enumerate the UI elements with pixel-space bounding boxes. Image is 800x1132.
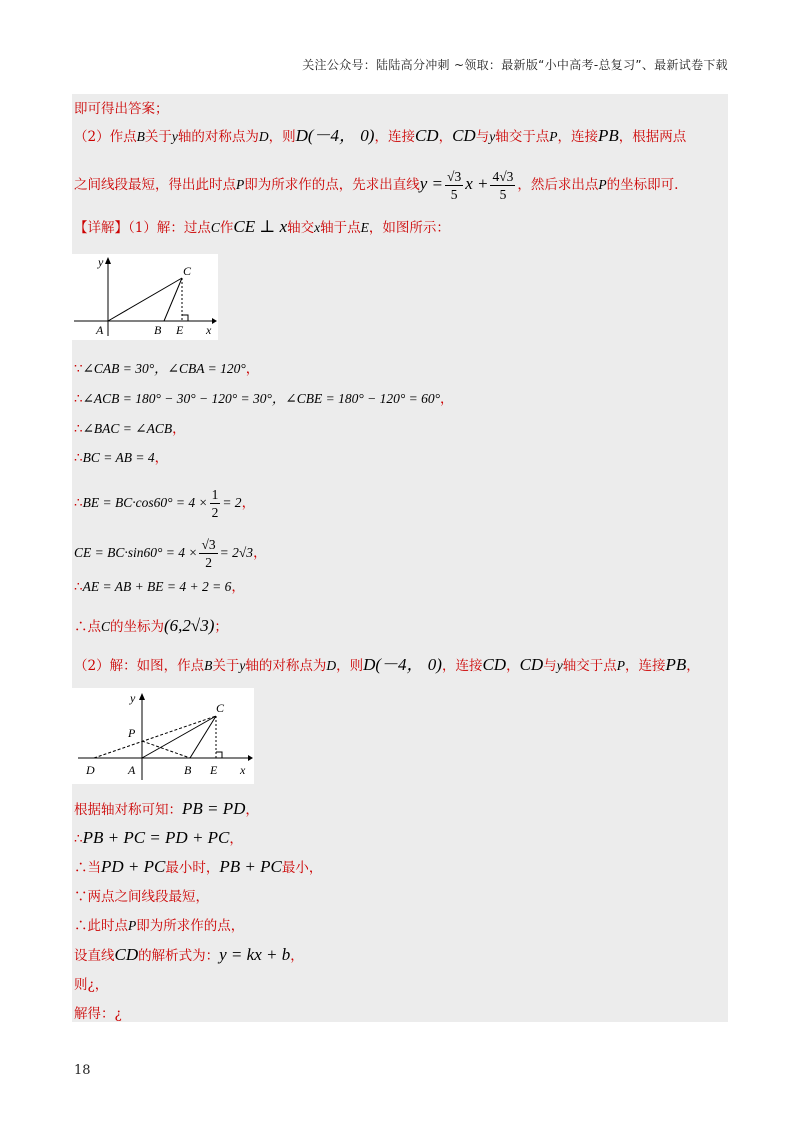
text-line-19: 设直线CD的解析式为：y = kx + b，	[74, 945, 304, 964]
label-a: A	[96, 323, 104, 337]
label-p: P	[128, 726, 136, 740]
text-line-10: CE = BC·sin60° = 4 × $\frac{√3}{2}$ = 2√3，	[74, 537, 267, 570]
text-line-16: ∴当PD + PC最小时，PB + PC最小，	[74, 857, 323, 876]
label-a: A	[128, 763, 136, 777]
text-line-14: 根据轴对称可知：PB = PD，	[74, 799, 259, 818]
label-d: D	[86, 763, 95, 777]
figure-1-diagram	[72, 254, 218, 340]
text-line-17: ∵两点之间线段最短，	[74, 889, 209, 905]
text-line-1: 即可得出答案；	[74, 101, 169, 117]
text-line-8: ∴BC = AB = 4，	[74, 450, 169, 466]
label-x: x	[206, 323, 212, 337]
fraction: $\frac{1}{2}$	[211, 487, 219, 520]
text-line-2: （2）作点B关于y轴的对称点为D，则D(－4， 0)，连接CD，CD与y轴交于点P，连接PB，根据两点	[74, 126, 687, 145]
text-line-20: 则¿，	[74, 977, 109, 993]
page-number: 18	[74, 1063, 91, 1078]
text-line-11: ∴AE = AB + BE = 4 + 2 = 6，	[74, 579, 245, 595]
label-y: y	[130, 691, 136, 705]
label-b: B	[184, 763, 192, 777]
text-line-21: 解得：¿	[74, 1006, 122, 1022]
text-line-18: ∴此时点P即为所求作的点，	[74, 918, 245, 934]
text-line-6: ∴∠ACB = 180° − 30° − 120° = 30°，∠CBE = 180° − 120° = 60°，	[74, 391, 454, 407]
label-c: C	[216, 701, 225, 715]
text-line-15: ∴PB + PC = PD + PC，	[74, 828, 243, 847]
label-c: C	[183, 264, 192, 278]
text-line-12: ∴点C的坐标为(6,2√3)；	[74, 616, 228, 635]
label-y: y	[98, 255, 104, 269]
text-line-13: （2）解：如图，作点B关于y轴的对称点为D，则D(－4， 0)，连接CD，CD与y轴交于点P，连接PB，	[74, 655, 700, 674]
text-line-7: ∴∠BAC = ∠ACB，	[74, 421, 186, 437]
figure-2-diagram	[72, 688, 254, 784]
label-e: E	[176, 323, 184, 337]
fraction: $\frac{4√3}{5}$	[492, 169, 514, 202]
text-line-4: 【详解】（1）解：过点C作CE ⊥ x轴交x轴于点E，如图所示：	[74, 217, 450, 236]
text-line-3: 之间线段最短，得出此时点P即为所求作的点，先求出直线y = $\frac{√3}{5}$ x + $\frac{4√3}{5}$ ，然后求出点P的坐标即可.	[74, 169, 679, 202]
label-e: E	[210, 763, 218, 777]
page-header: 关注公众号：陆陆高分冲刺 ~领取：最新版“小中高考-总复习”、最新试卷下载	[302, 58, 728, 72]
label-b: B	[154, 323, 162, 337]
fraction: $\frac{√3}{5}$	[447, 169, 462, 202]
solution-content	[72, 94, 728, 1022]
text-line-9: ∴BE = BC·cos60° = 4 × $\frac{1}{2}$ = 2，	[74, 487, 256, 520]
label-x: x	[240, 763, 246, 777]
text-line-5: ∵∠CAB = 30°，∠CBA = 120°，	[74, 361, 260, 377]
fraction: $\frac{√3}{2}$	[201, 537, 216, 570]
